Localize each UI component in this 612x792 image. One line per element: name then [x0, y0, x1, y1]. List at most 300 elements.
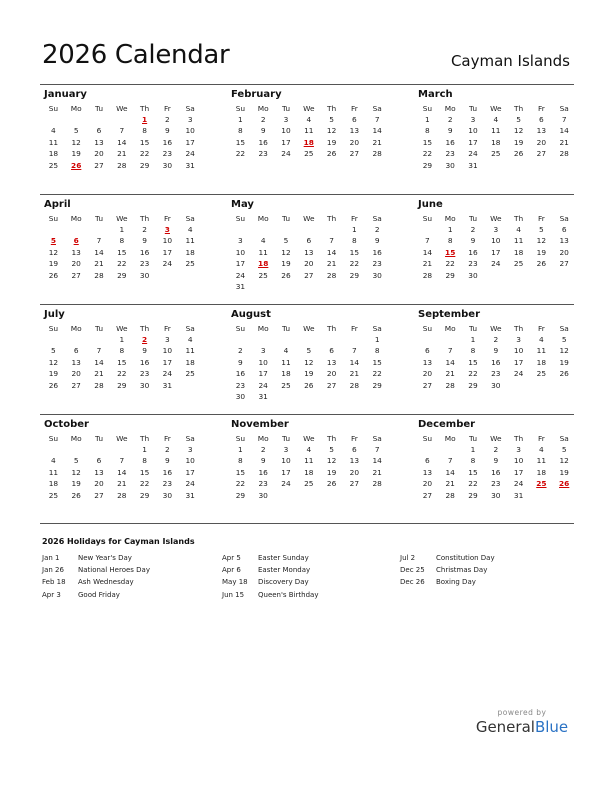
day-cell: 24 — [281, 479, 291, 489]
week-row — [416, 467, 576, 478]
holiday-day-cell: 25 — [536, 479, 547, 489]
day-cell: 25 — [185, 259, 195, 269]
holiday-day-cell: 15 — [445, 247, 456, 257]
empty-day-cell — [229, 334, 252, 345]
day-cell: 31 — [258, 392, 268, 402]
week-row — [229, 270, 389, 281]
day-cell: 14 — [445, 467, 455, 477]
empty-day-cell — [88, 334, 111, 345]
day-cell: 7 — [447, 346, 453, 356]
day-cell: 8 — [425, 126, 430, 136]
week-row — [42, 368, 202, 379]
day-cell: 16 — [491, 467, 501, 477]
day-cell: 20 — [536, 137, 547, 147]
day-cell: 30 — [139, 380, 150, 390]
week-row — [42, 357, 202, 368]
holiday-date: Apr 3 — [42, 590, 61, 599]
day-cell: 27 — [71, 380, 81, 390]
holiday-day-cell: 1 — [142, 115, 148, 124]
day-cell: 9 — [165, 126, 170, 136]
day-cell: 13 — [422, 357, 433, 367]
day-cell: 9 — [165, 456, 170, 466]
day-cell: 1 — [374, 335, 380, 344]
day-cell: 28 — [372, 479, 382, 489]
empty-day-cell — [297, 334, 320, 345]
day-cell: 24 — [162, 369, 173, 379]
day-cell: 20 — [326, 369, 337, 379]
weekday-label: Su — [48, 214, 59, 223]
day-cell: 30 — [139, 270, 150, 280]
month-name: June — [418, 199, 443, 210]
day-cell: 20 — [422, 369, 433, 379]
weekday-label: Th — [139, 324, 150, 333]
day-cell: 26 — [513, 149, 524, 159]
day-cell: 17 — [162, 247, 173, 257]
holiday-date: Dec 25 — [400, 566, 425, 575]
brand-name-part1: General — [475, 718, 535, 736]
day-cell: 13 — [559, 236, 569, 246]
day-cell: 6 — [539, 115, 544, 124]
month-name: February — [231, 89, 282, 100]
day-cell: 4 — [539, 445, 544, 454]
empty-day-cell — [320, 334, 343, 345]
day-cell: 10 — [281, 456, 291, 466]
empty-day-cell — [343, 391, 366, 402]
empty-day-cell — [179, 270, 202, 281]
day-cell: 7 — [119, 126, 125, 136]
day-cell: 23 — [468, 259, 478, 269]
weekday-label: We — [303, 104, 315, 113]
day-cell: 21 — [445, 369, 455, 379]
holiday-day-cell: 2 — [142, 335, 148, 344]
day-cell: 29 — [422, 160, 433, 170]
holidays-title: 2026 Holidays for Cayman Islands — [42, 537, 195, 546]
weekday-label: Th — [513, 104, 524, 113]
week-row — [42, 444, 202, 455]
powered-by-text: powered by — [497, 708, 547, 717]
month-august — [229, 309, 389, 402]
day-cell: 18 — [513, 247, 524, 257]
day-cell: 27 — [94, 490, 104, 500]
day-cell: 2 — [142, 225, 147, 234]
day-cell: 19 — [48, 369, 59, 379]
day-cell: 22 — [349, 259, 360, 269]
weekday-header — [42, 323, 202, 334]
week-row — [416, 345, 576, 356]
day-cell: 26 — [559, 369, 569, 379]
empty-day-cell — [297, 490, 320, 501]
week-row — [229, 478, 389, 489]
weekday-label: Mo — [70, 434, 82, 443]
week-row — [42, 270, 202, 281]
day-cell: 4 — [539, 335, 544, 344]
day-cell: 22 — [468, 369, 478, 379]
day-cell: 6 — [73, 346, 79, 356]
day-cell: 12 — [513, 126, 524, 136]
day-cell: 22 — [139, 479, 150, 489]
weekday-label: Th — [326, 324, 337, 333]
day-cell: 26 — [326, 479, 337, 489]
weekday-label: Sa — [559, 434, 569, 443]
weekday-label: We — [303, 324, 315, 333]
day-cell: 29 — [468, 490, 478, 500]
day-cell: 22 — [117, 259, 127, 269]
day-cell: 9 — [142, 346, 147, 356]
empty-day-cell — [42, 334, 65, 345]
day-cell: 12 — [559, 346, 569, 356]
empty-day-cell — [320, 224, 343, 235]
empty-day-cell — [366, 281, 389, 292]
day-cell: 12 — [304, 357, 314, 367]
holiday-name: National Heroes Day — [78, 566, 150, 575]
day-cell: 19 — [326, 137, 337, 147]
weekday-label: Mo — [257, 214, 269, 223]
day-cell: 19 — [48, 259, 59, 269]
day-cell: 2 — [493, 445, 499, 454]
day-cell: 17 — [468, 137, 478, 147]
day-cell: 7 — [352, 346, 357, 356]
day-cell: 14 — [94, 357, 104, 367]
day-cell: 21 — [117, 149, 127, 159]
day-cell: 31 — [513, 490, 524, 500]
day-cell: 6 — [352, 115, 357, 124]
day-cell: 7 — [561, 115, 567, 124]
month-february — [229, 89, 389, 160]
day-cell: 26 — [281, 270, 291, 280]
day-cell: 28 — [117, 490, 127, 500]
week-row — [42, 235, 202, 246]
day-cell: 4 — [51, 456, 56, 466]
day-cell: 1 — [238, 445, 243, 454]
day-cell: 17 — [235, 259, 246, 269]
weekday-label: Tu — [94, 324, 104, 333]
empty-day-cell — [275, 490, 298, 501]
holiday-name: Good Friday — [78, 590, 120, 599]
weekday-label: Su — [235, 434, 246, 443]
holiday-item — [42, 552, 150, 564]
day-cell: 19 — [326, 467, 337, 477]
day-cell: 22 — [468, 479, 478, 489]
day-cell: 13 — [94, 467, 104, 477]
month-january — [42, 89, 202, 171]
day-cell: 20 — [71, 369, 81, 379]
empty-day-cell — [553, 490, 576, 501]
day-cell: 7 — [374, 115, 380, 124]
week-row — [42, 125, 202, 136]
day-cell: 2 — [260, 115, 266, 124]
day-cell: 28 — [117, 160, 127, 170]
weekday-header — [229, 433, 389, 444]
day-cell: 2 — [165, 445, 170, 454]
weekday-label: Su — [48, 434, 59, 443]
holiday-day-cell: 18 — [303, 137, 314, 147]
empty-day-cell — [297, 224, 320, 235]
empty-day-cell — [275, 224, 298, 235]
day-cell: 12 — [48, 357, 59, 367]
day-cell: 25 — [258, 270, 268, 280]
empty-day-cell — [484, 270, 507, 281]
empty-day-cell — [530, 490, 553, 501]
week-row — [416, 444, 576, 455]
day-cell: 19 — [304, 369, 314, 379]
day-cell: 28 — [326, 270, 337, 280]
day-cell: 30 — [372, 270, 382, 280]
weekday-label: Su — [48, 324, 59, 333]
week-row — [416, 490, 576, 501]
day-cell: 3 — [516, 335, 521, 344]
day-cell: 25 — [513, 259, 524, 269]
day-cell: 21 — [326, 259, 337, 269]
day-cell: 5 — [73, 126, 79, 136]
day-cell: 30 — [162, 160, 173, 170]
holiday-item — [42, 576, 150, 588]
day-cell: 5 — [283, 236, 289, 246]
day-cell: 6 — [306, 236, 312, 246]
day-cell: 24 — [185, 149, 195, 159]
weekday-label: Fr — [351, 324, 358, 333]
weekday-label: Mo — [70, 104, 82, 113]
day-cell: 13 — [326, 357, 337, 367]
week-row — [42, 258, 202, 269]
empty-day-cell — [88, 224, 111, 235]
day-cell: 24 — [513, 369, 524, 379]
day-cell: 30 — [162, 490, 173, 500]
holiday-date: Jan 26 — [42, 566, 64, 575]
day-cell: 7 — [447, 456, 453, 466]
day-cell: 16 — [235, 369, 246, 379]
day-cell: 27 — [559, 259, 569, 269]
week-row — [416, 114, 576, 125]
day-cell: 27 — [349, 479, 360, 489]
weekday-header — [42, 213, 202, 224]
day-cell: 11 — [185, 236, 195, 246]
holiday-date: Feb 18 — [42, 578, 66, 587]
day-cell: 18 — [185, 357, 195, 367]
day-cell: 11 — [304, 126, 314, 136]
day-cell: 6 — [329, 346, 334, 356]
month-december — [416, 419, 576, 501]
holiday-day-cell: 3 — [164, 225, 170, 234]
day-cell: 12 — [559, 456, 569, 466]
weekday-label: Su — [422, 324, 433, 333]
month-row — [40, 414, 574, 524]
weekday-label: Tu — [94, 214, 104, 223]
day-cell: 15 — [349, 247, 360, 257]
weekday-label: Su — [235, 324, 246, 333]
day-cell: 1 — [447, 225, 453, 234]
day-cell: 25 — [48, 160, 59, 170]
day-cell: 8 — [447, 236, 453, 246]
week-row — [229, 235, 389, 246]
month-name: November — [231, 419, 289, 430]
weekday-label: Fr — [538, 434, 545, 443]
day-cell: 22 — [139, 149, 150, 159]
day-cell: 26 — [326, 149, 337, 159]
day-cell: 14 — [559, 126, 569, 136]
day-cell: 18 — [536, 467, 547, 477]
day-cell: 4 — [516, 225, 521, 234]
empty-day-cell — [297, 281, 320, 292]
month-row — [40, 194, 574, 304]
day-cell: 27 — [349, 149, 360, 159]
day-cell: 1 — [238, 115, 243, 124]
day-cell: 23 — [235, 380, 246, 390]
day-cell: 23 — [491, 369, 501, 379]
day-cell: 9 — [374, 236, 380, 246]
calendar-grid — [40, 84, 574, 524]
weekday-label: Su — [422, 104, 433, 113]
empty-day-cell — [343, 334, 366, 345]
day-cell: 1 — [470, 335, 476, 344]
empty-day-cell — [42, 444, 65, 455]
empty-day-cell — [553, 270, 576, 281]
brand-logo — [474, 708, 570, 736]
month-may — [229, 199, 389, 292]
day-cell: 20 — [304, 259, 314, 269]
weekday-label: Fr — [164, 324, 171, 333]
day-cell: 28 — [445, 490, 455, 500]
day-cell: 1 — [470, 445, 476, 454]
day-cell: 24 — [468, 149, 478, 159]
day-cell: 3 — [283, 445, 289, 454]
month-july — [42, 309, 202, 391]
holiday-name: New Year's Day — [78, 554, 132, 562]
empty-day-cell — [320, 281, 343, 292]
day-cell: 18 — [304, 467, 314, 477]
week-row — [42, 160, 202, 171]
weekday-label: Mo — [70, 214, 82, 223]
week-row — [416, 148, 576, 159]
weekday-label: Tu — [468, 214, 478, 223]
month-october — [42, 419, 202, 501]
day-cell: 22 — [235, 479, 246, 489]
weekday-header — [416, 323, 576, 334]
day-cell: 15 — [468, 467, 478, 477]
day-cell: 25 — [185, 369, 195, 379]
weekday-label: Fr — [351, 104, 358, 113]
day-cell: 9 — [142, 236, 147, 246]
day-cell: 7 — [96, 346, 102, 356]
month-name: July — [44, 309, 65, 320]
day-cell: 15 — [372, 357, 382, 367]
day-cell: 6 — [96, 456, 102, 466]
day-cell: 24 — [185, 479, 195, 489]
day-cell: 1 — [119, 335, 125, 344]
month-june — [416, 199, 576, 281]
empty-day-cell — [88, 114, 111, 125]
day-cell: 5 — [306, 346, 312, 356]
day-cell: 20 — [71, 259, 81, 269]
day-cell: 20 — [94, 149, 104, 159]
day-cell: 28 — [559, 149, 569, 159]
day-cell: 10 — [258, 357, 268, 367]
day-cell: 15 — [139, 467, 150, 477]
month-november — [229, 419, 389, 501]
weekday-label: Mo — [70, 324, 82, 333]
day-cell: 9 — [260, 126, 266, 136]
day-cell: 27 — [422, 380, 433, 390]
brand-name-part2: Blue — [534, 718, 569, 736]
day-cell: 29 — [139, 490, 150, 500]
weekday-label: Fr — [351, 214, 358, 223]
day-cell: 28 — [422, 270, 433, 280]
week-row — [416, 478, 576, 489]
day-cell: 27 — [422, 490, 433, 500]
weekday-header — [229, 323, 389, 334]
day-cell: 1 — [119, 225, 125, 234]
day-cell: 1 — [142, 445, 147, 454]
weekday-label: Mo — [257, 324, 269, 333]
day-cell: 28 — [349, 380, 360, 390]
day-cell: 2 — [238, 346, 243, 356]
day-cell: 12 — [536, 236, 547, 246]
day-cell: 16 — [445, 137, 455, 147]
day-cell: 2 — [260, 445, 266, 454]
day-cell: 13 — [71, 357, 81, 367]
day-cell: 17 — [185, 467, 195, 477]
day-cell: 26 — [71, 490, 81, 500]
day-cell: 13 — [94, 137, 104, 147]
weekday-label: Fr — [538, 324, 545, 333]
day-cell: 17 — [258, 369, 268, 379]
weekday-label: Th — [513, 214, 524, 223]
empty-day-cell — [88, 444, 111, 455]
empty-day-cell — [156, 270, 179, 281]
day-cell: 14 — [422, 247, 433, 257]
day-cell: 19 — [513, 137, 524, 147]
holiday-day-cell: 26 — [559, 479, 570, 489]
day-cell: 29 — [349, 270, 360, 280]
holiday-date: Apr 6 — [222, 566, 241, 575]
day-cell: 22 — [235, 149, 246, 159]
day-cell: 25 — [281, 380, 291, 390]
day-cell: 27 — [71, 270, 81, 280]
day-cell: 15 — [235, 137, 246, 147]
weekday-label: We — [490, 214, 502, 223]
day-cell: 8 — [238, 126, 243, 136]
weekday-label: Th — [139, 104, 150, 113]
empty-day-cell — [252, 224, 275, 235]
day-cell: 20 — [422, 479, 433, 489]
empty-day-cell — [297, 391, 320, 402]
week-row — [229, 148, 389, 159]
weekday-label: Mo — [444, 324, 456, 333]
week-row — [416, 160, 576, 171]
day-cell: 29 — [117, 380, 127, 390]
empty-day-cell — [179, 380, 202, 391]
day-cell: 4 — [187, 335, 193, 344]
day-cell: 24 — [491, 259, 501, 269]
day-cell: 3 — [238, 236, 243, 246]
month-april — [42, 199, 202, 281]
day-cell: 6 — [425, 456, 430, 466]
day-cell: 22 — [372, 369, 382, 379]
day-cell: 8 — [142, 126, 147, 136]
day-cell: 11 — [48, 137, 59, 147]
day-cell: 23 — [491, 479, 501, 489]
week-row — [416, 357, 576, 368]
day-cell: 16 — [162, 467, 173, 477]
day-cell: 12 — [326, 126, 337, 136]
day-cell: 24 — [235, 270, 246, 280]
weekday-label: Tu — [281, 324, 291, 333]
day-cell: 31 — [162, 380, 173, 390]
day-cell: 2 — [165, 115, 170, 124]
day-cell: 11 — [491, 126, 501, 136]
day-cell: 15 — [468, 357, 478, 367]
day-cell: 13 — [304, 247, 314, 257]
holiday-item — [222, 552, 318, 564]
